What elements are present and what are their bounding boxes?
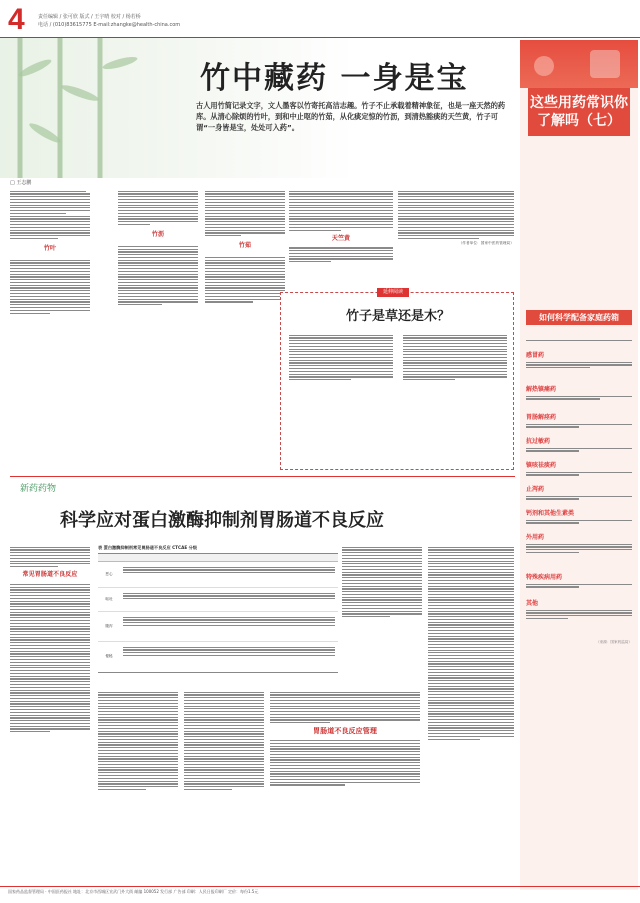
table-caption: 表 蛋白激酶抑制剂常见胃肠道不良反应 CTCAE 分级 — [98, 545, 198, 550]
sidebar-item: 其他 — [526, 600, 632, 636]
box-label: 延伸阅读 — [377, 288, 409, 297]
sidebar-item: 感冒药 — [526, 352, 632, 382]
section-banner — [0, 3, 640, 37]
byline: □ 王志鹏 — [10, 180, 32, 186]
sidebar-item: 抗过敏药 — [526, 438, 632, 458]
subhead-zhuru: 竹茹 — [238, 242, 252, 250]
sidebar-illustration — [520, 40, 638, 88]
issue-date: 2026年4月21日 星期二 — [552, 26, 606, 32]
sidebar-item: 解热镇痛药 — [526, 386, 632, 410]
section-divider — [10, 476, 515, 477]
a2-col-1 — [10, 545, 90, 875]
table-row: 腹泻 — [98, 612, 338, 642]
box-col-1 — [289, 333, 393, 463]
table-row: 便秘 — [98, 642, 338, 672]
subhead-zhuye: 竹叶 — [43, 245, 57, 253]
subhead-management: 胃肠道不良反应管理 — [313, 727, 377, 736]
a2-col-6 — [428, 545, 514, 880]
body-col-3 — [205, 189, 285, 469]
sidebar-list — [526, 338, 632, 645]
sidebar-item: 胃肠解痉药 — [526, 414, 632, 434]
sidebar-knowledge — [520, 40, 638, 890]
section-title: 安全用药 — [420, 6, 516, 34]
article-title: 竹中藏药 一身是宝 — [200, 61, 469, 96]
footer-rule — [0, 886, 640, 887]
sidebar-item: 镇咳祛痰药 — [526, 462, 632, 482]
a2-col-4 — [270, 690, 420, 880]
body-col-5 — [398, 189, 514, 289]
table-row: 恶心 — [98, 562, 338, 588]
body-col-1 — [10, 189, 90, 469]
body-col-2 — [118, 189, 198, 469]
a2-col-3 — [184, 690, 264, 880]
sidebar-intro — [526, 338, 632, 348]
sidebar-credit: （来源：国家药监局） — [596, 640, 632, 644]
sidebar-item: 外用药 — [526, 534, 632, 570]
box-col-2 — [403, 333, 507, 463]
paper-logo: 中国医药报 — [560, 6, 615, 19]
body-col-4 — [289, 189, 393, 289]
page-number: 4 — [8, 3, 25, 36]
article-lead: 古人用竹简记录文字，文人墨客以竹寄托高洁志趣。竹子不止承载着精神象征，也是一座天然的药库。从清心除烦的竹叶，到和中止呕的竹茹，从化痰定惊的竹沥，到清热豁痰的天竺黄，竹子可谓“一身皆是宝，处处可入药”。 — [196, 101, 506, 132]
a2-col-2 — [98, 690, 178, 880]
subhead-zhuli: 竹沥 — [151, 231, 165, 239]
sidebar-title: 这些用药常识你了解吗（七） — [528, 88, 630, 136]
ae-table — [98, 545, 338, 685]
new-drug-section-label: 新药药物 — [20, 484, 57, 494]
a2-col-5 — [342, 545, 422, 685]
sidebar-item: 特殊疾病用药 — [526, 574, 632, 596]
subhead-tianzhuhuang: 天竺黄 — [331, 234, 351, 242]
box-title: 竹子是草还是木？ — [345, 309, 450, 324]
sidebar-item: 止泻药 — [526, 486, 632, 506]
editor-line: 责任编辑 / 张可欣 版式 / 王宇晴 校对 / 杨若桥 — [38, 14, 141, 20]
table-row: 呕吐 — [98, 588, 338, 612]
extended-reading-box — [280, 289, 514, 470]
contact-line: 电话 / (010)83615775 E-mail:zhangke@health-china.com — [38, 22, 181, 28]
subhead-common-ae: 常见胃肠道不良反应 — [22, 571, 78, 579]
sidebar-item: 钙剂和其他生素类 — [526, 510, 632, 530]
sidebar-heading: 如何科学配备家庭药箱 — [526, 310, 632, 325]
author-affiliation: （作者单位：国家中医药管理局） — [458, 241, 514, 246]
article2-title: 科学应对蛋白激酶抑制剂胃肠道不良反应 — [60, 510, 384, 531]
footer-text: 国家药品监督管理局 · 中国医药报社 地址：北京市西城区宣武门外大街 邮编 100052 发行部 广告部 印刷：人民日报印刷厂 定价：每份1.5元 — [8, 889, 259, 894]
